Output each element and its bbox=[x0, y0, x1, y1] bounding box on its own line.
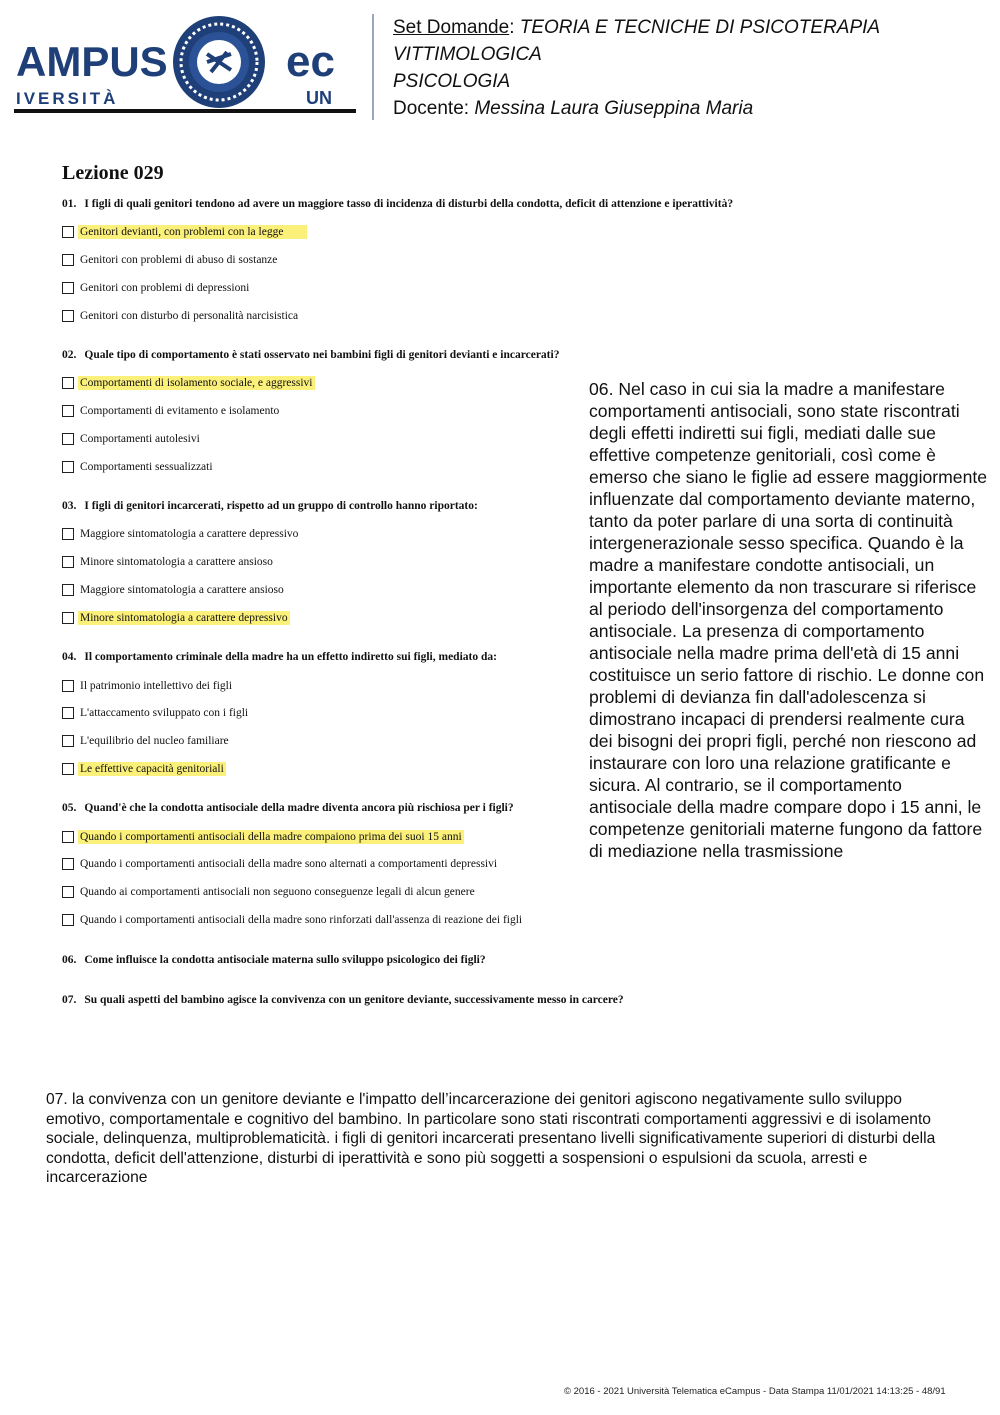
set-label: Set Domande bbox=[393, 17, 510, 38]
ecampus-logo bbox=[14, 14, 356, 114]
option-05-a[interactable] bbox=[62, 829, 464, 845]
question-number: 05. bbox=[62, 802, 77, 814]
option-label: Il patrimonio intellettivo dei figli bbox=[80, 680, 233, 692]
option-03-a[interactable] bbox=[62, 526, 300, 542]
checkbox[interactable] bbox=[62, 405, 74, 417]
checkbox[interactable] bbox=[62, 528, 74, 540]
checkbox[interactable] bbox=[62, 584, 74, 596]
question-number: 04. bbox=[62, 651, 77, 663]
question-text: Come influisce la condotta antisociale materna sullo sviluppo psicologico dei figli? bbox=[84, 954, 486, 966]
option-02-a[interactable] bbox=[62, 375, 315, 391]
set-title: TEORIA E TECNICHE DI PSICOTERAPIA VITTIMOLOGICA bbox=[393, 17, 880, 65]
option-label: L'equilibrio del nucleo familiare bbox=[80, 735, 229, 747]
logo-text-right: ec bbox=[286, 37, 335, 86]
checkbox[interactable] bbox=[62, 377, 74, 389]
set-sep: : bbox=[509, 17, 515, 38]
question-number: 03. bbox=[62, 500, 77, 512]
logo-text-bottom-right: UN bbox=[306, 88, 332, 108]
checkbox[interactable] bbox=[62, 254, 74, 266]
question-text: Su quali aspetti del bambino agisce la convivenza con un genitore deviante, successivamente messo in carcere? bbox=[84, 994, 624, 1006]
option-label: Comportamenti di isolamento sociale, e aggressivi bbox=[80, 377, 313, 389]
checkbox[interactable] bbox=[62, 433, 74, 445]
subject: PSICOLOGIA bbox=[393, 71, 511, 92]
question-02 bbox=[62, 349, 559, 361]
header-divider bbox=[372, 14, 374, 120]
option-01-d[interactable] bbox=[62, 308, 300, 324]
option-04-c[interactable] bbox=[62, 733, 231, 749]
question-05 bbox=[62, 802, 514, 814]
option-label: Minore sintomatologia a carattere ansioso bbox=[80, 556, 273, 568]
question-03 bbox=[62, 500, 478, 512]
question-number: 06. bbox=[62, 954, 77, 966]
option-01-b[interactable] bbox=[62, 252, 279, 268]
question-text: Quale tipo di comportamento è stati osservato nei bambini figli di genitori devianti e incarcerati? bbox=[84, 349, 560, 361]
option-label: Maggiore sintomatologia a carattere depressivo bbox=[80, 528, 299, 540]
option-03-b[interactable] bbox=[62, 554, 275, 570]
checkbox[interactable] bbox=[62, 831, 74, 843]
option-05-d[interactable] bbox=[62, 912, 524, 928]
option-label: Comportamenti autolesivi bbox=[80, 433, 200, 445]
checkbox[interactable] bbox=[62, 310, 74, 322]
checkbox[interactable] bbox=[62, 914, 74, 926]
question-text: I figli di quali genitori tendono ad avere un maggiore tasso di incidenza di disturbi della condotta, deficit di attenzione e iperattività? bbox=[84, 198, 734, 210]
checkbox[interactable] bbox=[62, 226, 74, 238]
answer-06: 06. Nel caso in cui sia la madre a manifestare comportamenti antisociali, sono state riscontrati degli effetti indiretti sui figli, mediati dalle sue effettive competenze genitoriali, così come è emerso che siano le figlie ad essere maggiormente influenzate dal comportamento deviante materno, tanto da poter parlare di una sorta di continuità intergenerazionale sesso specifica. Quando è la madre a manifestare condotte antisociali, un importante elemento da non trascurare si riferisce al periodo dell'insorgenza del comportamento antisociale. La presenza di comportamento antisociale nella madre prima dell'età di 15 anni costituisce un serio fattore di rischio. Le donne con problemi di devianza fin dall'adolescenza si dimostrano incapaci di prendersi realmente cura dei bisogni dei propri figli, perché non riescono ad instaurare con loro una relazione gratificante e sicura. Al contrario, se il comportamento antisociale della madre compare dopo i 15 anni, le competenze genitoriali materne fungono da fattore di mediazione nella trasmissione bbox=[589, 379, 988, 861]
question-04 bbox=[62, 651, 497, 663]
checkbox[interactable] bbox=[62, 886, 74, 898]
logo-text-left: AMPUS bbox=[16, 38, 168, 85]
checkbox[interactable] bbox=[62, 556, 74, 568]
option-label: Minore sintomatologia a carattere depressivo bbox=[80, 612, 288, 624]
option-04-a[interactable] bbox=[62, 678, 234, 694]
teacher-label: Docente: bbox=[393, 98, 470, 119]
logo-seal bbox=[173, 16, 265, 108]
option-04-d[interactable] bbox=[62, 761, 226, 777]
option-03-d[interactable] bbox=[62, 610, 290, 626]
option-04-b[interactable] bbox=[62, 705, 250, 721]
checkbox[interactable] bbox=[62, 461, 74, 473]
checkbox[interactable] bbox=[62, 763, 74, 775]
option-label: Genitori con problemi di abuso di sostanze bbox=[80, 254, 278, 266]
option-03-c[interactable] bbox=[62, 582, 286, 598]
question-number: 02. bbox=[62, 349, 77, 361]
option-label: Quando ai comportamenti antisociali non seguono conseguenze legali di alcun genere bbox=[80, 886, 475, 898]
option-label: Quando i comportamenti antisociali della madre sono rinforzati dall'assenza di reazione dei figli bbox=[80, 914, 523, 926]
option-label: L'attaccamento sviluppato con i figli bbox=[80, 707, 249, 719]
option-label: Genitori devianti, con problemi con la legge bbox=[78, 225, 307, 239]
logo-text-bottom-left: IVERSITÀ bbox=[16, 89, 119, 108]
option-05-b[interactable] bbox=[62, 856, 499, 872]
question-number: 01. bbox=[62, 198, 77, 210]
option-01-a[interactable] bbox=[62, 224, 307, 240]
question-number: 07. bbox=[62, 994, 77, 1006]
option-label: Quando i comportamenti antisociali della madre compaiono prima dei suoi 15 anni bbox=[80, 831, 462, 843]
header-info bbox=[393, 14, 983, 122]
option-02-c[interactable] bbox=[62, 431, 202, 447]
option-label: Genitori con problemi di depressioni bbox=[80, 282, 250, 294]
checkbox[interactable] bbox=[62, 858, 74, 870]
teacher-line bbox=[393, 95, 983, 122]
option-05-c[interactable] bbox=[62, 884, 477, 900]
question-text: I figli di genitori incarcerati, rispetto ad un gruppo di controllo hanno riportato: bbox=[84, 500, 478, 512]
checkbox[interactable] bbox=[62, 680, 74, 692]
checkbox[interactable] bbox=[62, 282, 74, 294]
option-label: Comportamenti di evitamento e isolamento bbox=[80, 405, 280, 417]
question-01 bbox=[62, 198, 733, 210]
checkbox[interactable] bbox=[62, 735, 74, 747]
question-text: Quand'è che la condotta antisociale della madre diventa ancora più rischiosa per i figli? bbox=[84, 802, 514, 814]
option-label: Maggiore sintomatologia a carattere ansioso bbox=[80, 584, 284, 596]
lesson-title: Lezione 029 bbox=[62, 162, 164, 184]
question-text: Il comportamento criminale della madre ha un effetto indiretto sui figli, mediato da: bbox=[84, 651, 497, 663]
option-label: Le effettive capacità genitoriali bbox=[80, 763, 224, 775]
option-label: Genitori con disturbo di personalità narcisistica bbox=[80, 310, 299, 322]
option-02-d[interactable] bbox=[62, 459, 215, 475]
teacher-name: Messina Laura Giuseppina Maria bbox=[474, 98, 754, 119]
checkbox[interactable] bbox=[62, 707, 74, 719]
question-07 bbox=[62, 994, 624, 1006]
option-label: Quando i comportamenti antisociali della madre sono alternati a comportamenti depressivi bbox=[80, 858, 498, 870]
option-02-b[interactable] bbox=[62, 403, 281, 419]
checkbox[interactable] bbox=[62, 612, 74, 624]
question-06 bbox=[62, 954, 486, 966]
set-title-line bbox=[393, 14, 983, 68]
footer-text: © 2016 - 2021 Università Telematica eCampus - Data Stampa 11/01/2021 14:13:25 - 48/91 bbox=[564, 1386, 946, 1397]
answer-07: 07. la convivenza con un genitore deviante e l'impatto dell’incarcerazione dei genitori agiscono negativamente sullo sviluppo emotivo, comportamentale e cognitivo del bambino. In particolare sono stati riscontrati comportamenti aggressivi e di isolamento sociale, delinquenza, multiproblematicità. i figli di genitori incarcerati presentano livelli significativamente superiori di disturbi della condotta, deficit dell'attenzione, disturbi di iperattività e sono più soggetti a sospensioni o espulsioni da scuola, arresti e incarcerazione bbox=[46, 1091, 936, 1186]
option-label: Comportamenti sessualizzati bbox=[80, 461, 213, 473]
option-01-c[interactable] bbox=[62, 280, 251, 296]
